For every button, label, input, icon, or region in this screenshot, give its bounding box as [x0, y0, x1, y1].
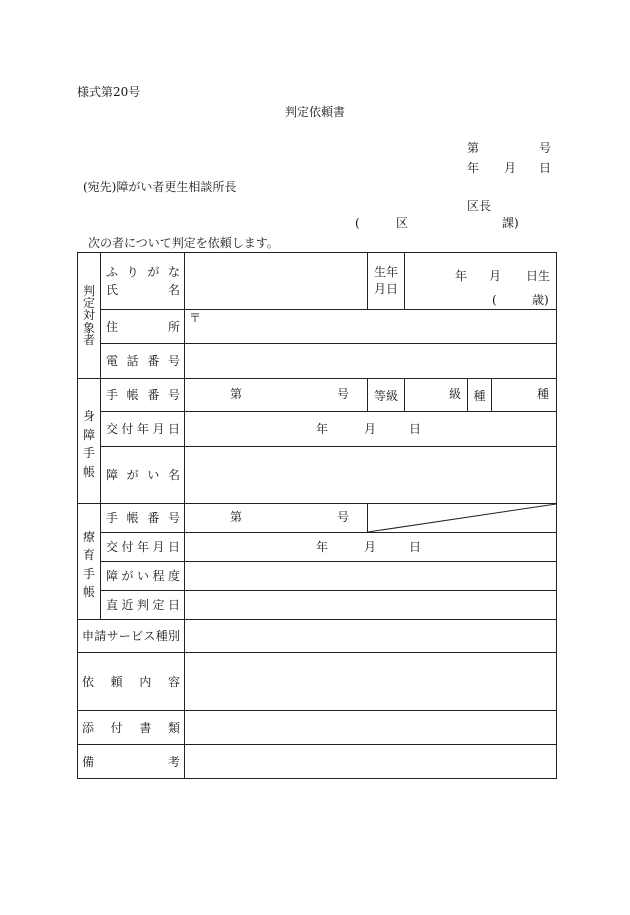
birth-year: 年 — [455, 269, 468, 283]
document-number-suffix: 号 — [539, 141, 552, 155]
rehab-handbook-section-cell — [77, 503, 101, 620]
label-character: 備 — [82, 754, 95, 769]
physical-issue-label-cell — [100, 411, 185, 447]
label-character: 日 — [167, 422, 180, 436]
rehab-issue-value-cell — [184, 532, 557, 562]
label-character: 依 — [82, 674, 95, 689]
label-character: ス — [143, 629, 156, 643]
label-character: 障 — [106, 468, 119, 482]
sender-open-paren: ( — [355, 216, 360, 230]
attachments-label-cell — [77, 710, 185, 745]
label-character: 住 — [106, 319, 119, 334]
label-character: 手 — [106, 388, 119, 402]
rehab-issue-year: 年 — [316, 540, 329, 554]
label-character: 帳 — [126, 511, 139, 525]
attachments-value-cell — [184, 710, 557, 745]
address-label-cell — [100, 309, 185, 344]
birth-label-cell — [367, 252, 405, 310]
physical-handbook-section-label-wrap — [78, 379, 100, 503]
label-character: 名 — [167, 283, 180, 297]
age-open-paren: ( — [492, 293, 497, 307]
phone-label — [101, 354, 184, 368]
label-character: が — [121, 569, 134, 583]
label-character: 月 — [152, 540, 165, 554]
label-character: 請 — [94, 629, 107, 643]
label-character: 判 — [136, 598, 149, 612]
rehab-number-label-cell — [100, 503, 185, 533]
rehab-issue-month: 月 — [364, 540, 377, 554]
label-character: 度 — [167, 569, 180, 583]
service-type-value-cell — [184, 619, 557, 653]
service-type-label — [78, 629, 184, 643]
addressee: (宛先)障がい者更生相談所長 — [83, 180, 237, 194]
address-label — [101, 320, 184, 334]
label-character: 号 — [167, 354, 180, 368]
latest-judgment-label-cell — [100, 590, 185, 620]
physical-number-suffix: 号 — [337, 387, 350, 401]
label-character: な — [167, 265, 180, 279]
rehab-number-label — [101, 511, 184, 525]
grade-label: 等級 — [373, 388, 398, 403]
label-character: 申 — [82, 629, 95, 643]
latest-judgment-label — [101, 598, 184, 612]
address-value-cell — [184, 309, 557, 344]
label-character: 考 — [167, 754, 180, 769]
grade-suffix: 級 — [449, 387, 462, 401]
rehab-number-prefix: 第 — [230, 510, 243, 524]
service-type-label-cell — [77, 619, 185, 653]
label-character: 手 — [106, 511, 119, 525]
label-character: 書 — [139, 720, 152, 735]
physical-issue-label — [101, 422, 184, 436]
date-month: 月 — [504, 161, 517, 175]
birth-value-cell — [404, 252, 557, 310]
phone-label-cell — [100, 343, 185, 379]
label-character: 付 — [110, 720, 123, 735]
type-suffix: 種 — [537, 387, 550, 401]
intro-text: 次の者について判定を依頼します。 — [88, 236, 279, 250]
label-character: 所 — [167, 319, 180, 334]
label-character: 付 — [121, 540, 134, 554]
disability-name-label — [101, 468, 184, 482]
subject-section-label-wrap — [78, 253, 100, 378]
age-suffix: 歳) — [532, 293, 549, 307]
label-character: 添 — [82, 720, 95, 735]
label-character: 電 — [106, 354, 119, 368]
disability-level-value-cell — [184, 561, 557, 591]
physical-issue-day: 日 — [409, 422, 422, 436]
rehab-number-value-cell — [184, 503, 368, 533]
subject-section-label: 判定対象者 — [83, 283, 96, 347]
rehab-handbook-section-label: 療育手帳 — [83, 529, 96, 600]
label-character: 月 — [152, 422, 165, 436]
label-character: 類 — [167, 720, 180, 735]
name-label-cell — [100, 252, 185, 310]
label-character: 号 — [167, 511, 180, 525]
label-character: 番 — [147, 388, 160, 402]
rehab-number-suffix: 号 — [337, 510, 350, 524]
request-content-label — [78, 675, 184, 689]
phone-value-cell — [184, 343, 557, 379]
furigana-label — [101, 263, 184, 281]
birth-label-line-1: 生年 — [373, 265, 398, 279]
remarks-label-cell — [77, 744, 185, 779]
physical-number-prefix: 第 — [230, 387, 243, 401]
document-number-prefix: 第 — [467, 141, 480, 155]
birth-month: 月 — [489, 269, 502, 283]
label-character: 年 — [136, 540, 149, 554]
label-character: が — [147, 265, 160, 279]
physical-issue-value-cell — [184, 411, 557, 447]
request-content-label-cell — [77, 652, 185, 711]
form-number: 様式第20号 — [77, 85, 141, 99]
label-character: 日 — [167, 598, 180, 612]
label-character: ー — [118, 629, 131, 643]
label-character: 付 — [121, 422, 134, 436]
label-character: 直 — [106, 598, 119, 612]
label-character: り — [126, 265, 139, 279]
label-character: 容 — [167, 674, 180, 689]
latest-judgment-value-cell — [184, 590, 557, 620]
sender-title: 区長 — [467, 199, 492, 213]
label-character: 交 — [106, 540, 119, 554]
label-character: ふ — [106, 265, 119, 279]
label-character: 氏 — [106, 283, 119, 297]
disability-level-label — [101, 569, 184, 583]
rehab-issue-label — [101, 540, 184, 554]
physical-issue-month: 月 — [364, 422, 377, 436]
type-label-cell — [467, 378, 492, 412]
label-character: 交 — [106, 422, 119, 436]
physical-handbook-section-label: 身障手帳 — [83, 409, 96, 479]
name-value-cell — [184, 252, 368, 310]
physical-number-value-cell — [184, 378, 368, 412]
label-character: 内 — [139, 674, 152, 689]
type-label: 種 — [473, 388, 486, 403]
rehab-issue-label-cell — [100, 532, 185, 562]
rehab-struck-cell — [367, 503, 557, 533]
label-character: 名 — [167, 468, 180, 482]
subject-section-cell — [77, 252, 101, 379]
rehab-handbook-section-label-wrap — [78, 504, 100, 619]
attachments-label — [78, 721, 184, 735]
grade-value-cell — [404, 378, 468, 412]
label-character: が — [126, 468, 139, 482]
label-character: 程 — [152, 569, 165, 583]
rehab-issue-day: 日 — [409, 540, 422, 554]
disability-level-label-cell — [100, 561, 185, 591]
label-character: 種 — [155, 629, 168, 643]
physical-number-label — [101, 388, 184, 402]
label-character: 番 — [147, 511, 160, 525]
label-character: い — [136, 569, 149, 583]
label-character: 番 — [147, 354, 160, 368]
date-year: 年 — [467, 161, 480, 175]
sender-section: 課) — [502, 216, 519, 230]
disability-name-label-cell — [100, 446, 185, 504]
birth-day: 日生 — [526, 269, 551, 283]
physical-issue-year: 年 — [316, 422, 329, 436]
label-character: 近 — [121, 598, 134, 612]
birth-label-line-2: 月日 — [373, 282, 398, 296]
grade-label-cell — [367, 378, 405, 412]
label-character: い — [147, 468, 160, 482]
label-character: 号 — [167, 388, 180, 402]
label-character: サ — [106, 629, 119, 643]
label-character: 頼 — [110, 674, 123, 689]
remarks-value-cell — [184, 744, 557, 779]
type-value-cell — [491, 378, 557, 412]
disability-name-value-cell — [184, 446, 557, 504]
label-character: 障 — [106, 569, 119, 583]
document-title: 判定依頼書 — [284, 105, 345, 119]
physical-handbook-section-cell — [77, 378, 101, 504]
label-character: 年 — [136, 422, 149, 436]
request-content-value-cell — [184, 652, 557, 711]
label-character: 別 — [167, 629, 180, 643]
remarks-label — [78, 755, 184, 769]
label-character: 日 — [167, 540, 180, 554]
label-character: 話 — [126, 354, 139, 368]
label-character: 定 — [152, 598, 165, 612]
label-character: 帳 — [126, 388, 139, 402]
sender-ward: 区 — [396, 216, 409, 230]
postal-mark: 〒 — [189, 311, 202, 325]
date-day: 日 — [539, 161, 552, 175]
physical-number-label-cell — [100, 378, 185, 412]
label-character: ビ — [131, 629, 144, 643]
name-label — [101, 281, 184, 299]
diagonal-strike-line — [368, 504, 556, 532]
